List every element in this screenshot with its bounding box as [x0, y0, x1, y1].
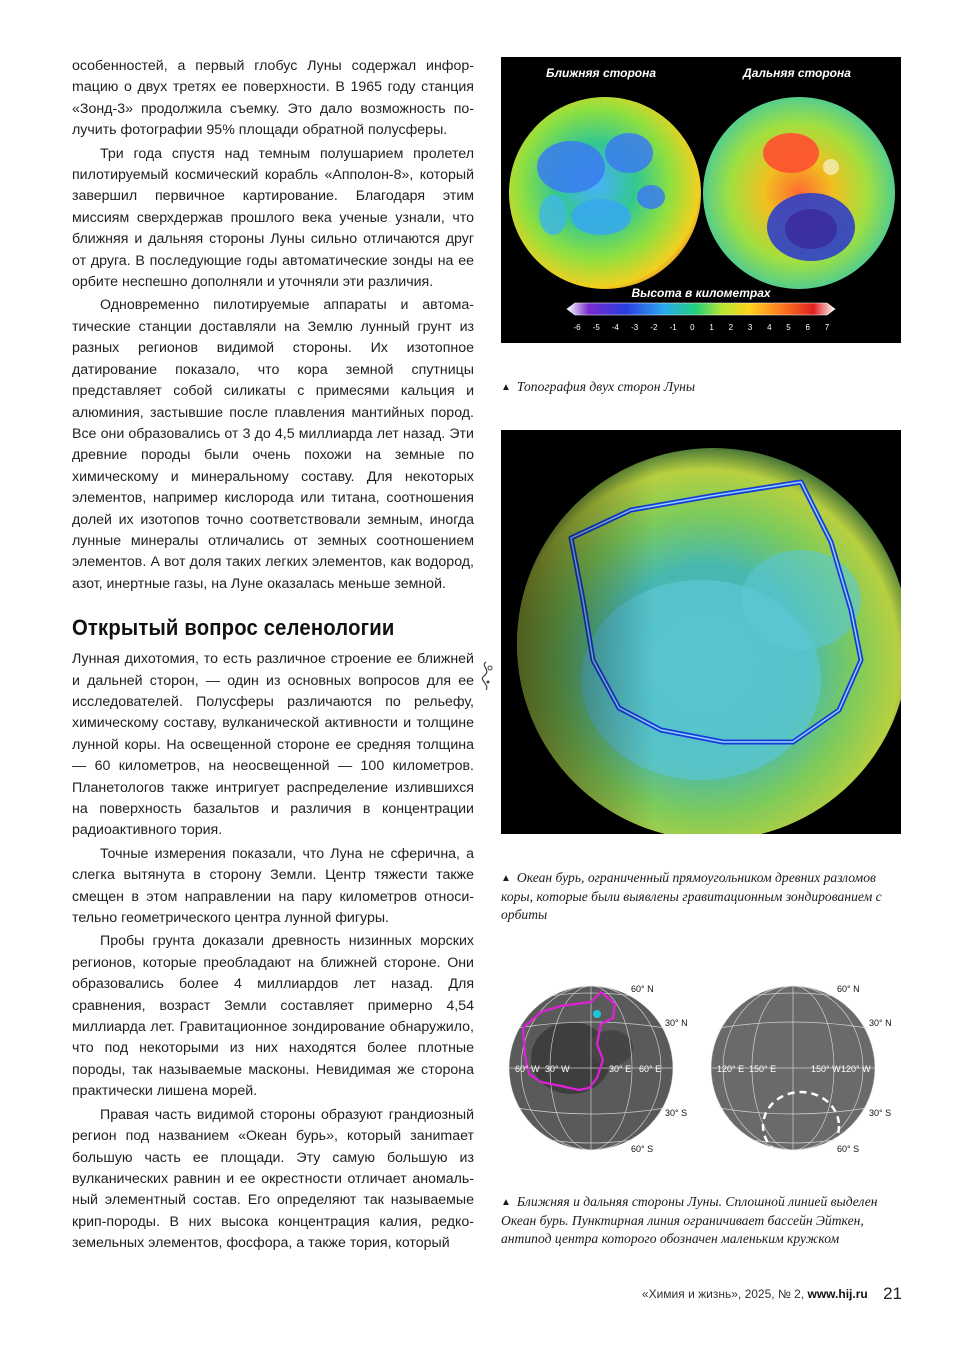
journal-reference: «Химия и жизнь», 2025, № 2,	[641, 1287, 805, 1301]
caption-text: Океан бурь, ограниченный прямоугольником древних разломов коры, которые были выявлены гравитационным зондированием с орбиты	[501, 870, 882, 922]
scale-tick-label: -5	[592, 323, 600, 332]
paragraph: Правая часть видимой стороны образуют грандиозный регион под названием «Океан бурь», который заниmает большую часть ее площади. Эту самую большую из вулканических равнин и ее окрестности отличает аномальный элементный состав. Его определяют так называемые крип-породы. В них высока концентрация калия, редкоземельных элементов, фосфора, а также тория, который	[72, 1106, 474, 1252]
scale-tick-label: 3	[747, 323, 753, 332]
paragraph: Пробы грунта доказали древность низинных морских регионов, которые преобладают на ближней стороне. Они образовались более 4 миллиардов лет назад. Для сравнения, возраст Земли составляет примерно 4,54 миллиарда лет. Гравитационное зондирование обнаружило, что под некоторыми из них находятся более плотные породы, так называемые масконы. Невидимая же сторона практически лишена морей.	[72, 933, 474, 1100]
aitken-antipode-dot	[593, 1010, 601, 1018]
scale-tick-label: -4	[611, 323, 620, 332]
near-side-label: Ближняя сторона	[545, 66, 657, 80]
scale-title: Высота в километрах	[631, 286, 771, 300]
scale-tick-label: -2	[650, 323, 658, 332]
moon-hemispheres-figure	[501, 978, 901, 1160]
far-side-label: Дальняя сторона	[743, 66, 851, 80]
scale-tick-label: -1	[669, 323, 677, 332]
label-30e-near: 30° E	[609, 1064, 632, 1074]
paragraph: Точные измерения показали, что Луна не сферична, а слегка вытянута в сторону Земли. Центр тяжести также смещен в этом направлении на пару километров относительно геометрического центра лунной фигуры.	[72, 845, 474, 927]
label-60s-far: 60° S	[837, 1144, 860, 1154]
page-number: 21	[883, 1284, 902, 1303]
scale-tick-label: 0	[690, 323, 695, 332]
label-60n-near: 60° N	[631, 984, 654, 994]
ocean-of-storms-figure	[501, 430, 901, 834]
label-120w-far: 120° W	[841, 1064, 871, 1074]
label-60w-near: 60° W	[515, 1064, 540, 1074]
figure2-caption	[501, 869, 903, 924]
height-color-scale	[567, 303, 835, 315]
scale-tick-label: 1	[709, 323, 714, 332]
label-30n-near: 30° N	[665, 1018, 688, 1028]
paragraph: Лунная дихотомия, то есть различное строение ее ближней и дальней сторон, — один из основных вопросов для ее исследователей. Полусферы различаются по рельефу, химическому составу, вулканической активности и толщине лунной коры. На освещенной стороне ее средняя толщина — 60 километров, на неосвещенной — 100 километров. Планетологов также интригует распределение излившихся на поверхность базальтов и различия в концентрации радиоактивного тория.	[72, 651, 474, 839]
label-60n-far: 60° N	[837, 984, 860, 994]
label-150e-far: 150° E	[749, 1064, 777, 1074]
label-60e-near: 60° E	[639, 1064, 662, 1074]
paragraph: особенностей, а первый глобус Луны содержал инфорmацию о двух третях ее поверхности. В 1965 году станция «Зонд-3» продолжила съемку. Это дало возможность получить фотографии 95% площади обратной полусферы.	[72, 58, 474, 139]
triangle-icon: ▲	[501, 382, 511, 393]
scale-tick-label: 2	[728, 323, 734, 332]
margin-ornament-icon	[478, 660, 498, 694]
triangle-icon: ▲	[501, 873, 511, 884]
label-30n-far: 30° N	[869, 1018, 892, 1028]
label-60s-near: 60° S	[631, 1144, 654, 1154]
scale-tick-label: 4	[767, 323, 772, 332]
label-150w-far: 150° W	[811, 1064, 841, 1074]
site-link[interactable]: www.hij.ru	[807, 1287, 868, 1301]
figure1-caption	[501, 378, 903, 397]
scale-tick-label: 5	[786, 323, 791, 332]
page-footer	[642, 1284, 902, 1304]
triangle-icon: ▲	[501, 1197, 511, 1208]
article-left-column	[72, 56, 474, 1255]
figure3-caption	[501, 1193, 903, 1248]
label-30w-near: 30° W	[545, 1064, 570, 1074]
section-heading: Открытый вопрос селенологии	[72, 615, 395, 641]
scale-tick-label: 6	[805, 323, 810, 332]
far-side-globe	[703, 97, 895, 289]
label-30s-near: 30° S	[665, 1108, 688, 1118]
near-side-globe	[509, 97, 701, 289]
label-120e-far: 120° E	[717, 1064, 745, 1074]
caption-text: Топография двух сторон Луны	[516, 379, 696, 394]
caption-text: Ближняя и дальняя стороны Луны. Сплошной линией выделен Океан бурь. Пунктирная линия ограничивает бассейн Эйткен, антипод центра которого обозначен маленьким кружком	[501, 1194, 878, 1246]
scale-tick-label: -3	[631, 323, 639, 332]
topography-figure	[501, 57, 901, 343]
paragraph: Одновременно пилотируемые аппараты и автоматические станции доставляли на Землю лунный грунт из разных регионов видимой стороны. Их изотопное датирование показало, что кора земной спутницы представляет собой силикаты с примесями кальция и алюминия, застывшие после плавления мантийных пород. Все они образовались от 3 до 4,5 миллиарда лет назад. Эти древние породы были очень похожи на земные по химическому и минеральному составу. Для некоторых элементов, например кислорода или титана, соотношения долей их изотопов точно соответствовали земным, иногда лунные минералы отличались от земных соотношением элементов. А вот доля таких легких элементов, как водород, азот, инертные газы, на Луне оказалась меньше земной.	[72, 297, 474, 592]
scale-tick-label: -6	[573, 323, 581, 332]
label-30s-far: 30° S	[869, 1108, 892, 1118]
scale-tick-label: 7	[824, 323, 830, 332]
paragraph: Три года спустя над темным полушарием пролетел пилотируемый космический корабль «Апполон-8», который завершил первичное картирование. Благодаря этим миссиям сверхдержав прошлого века ученые узнали, что ближняя и дальняя стороны Луны сильно отличаются друг от друга. В последующие годы автоматические зонды на ее орбите неспешно дополняли и уточняли эти различия.	[72, 145, 474, 291]
